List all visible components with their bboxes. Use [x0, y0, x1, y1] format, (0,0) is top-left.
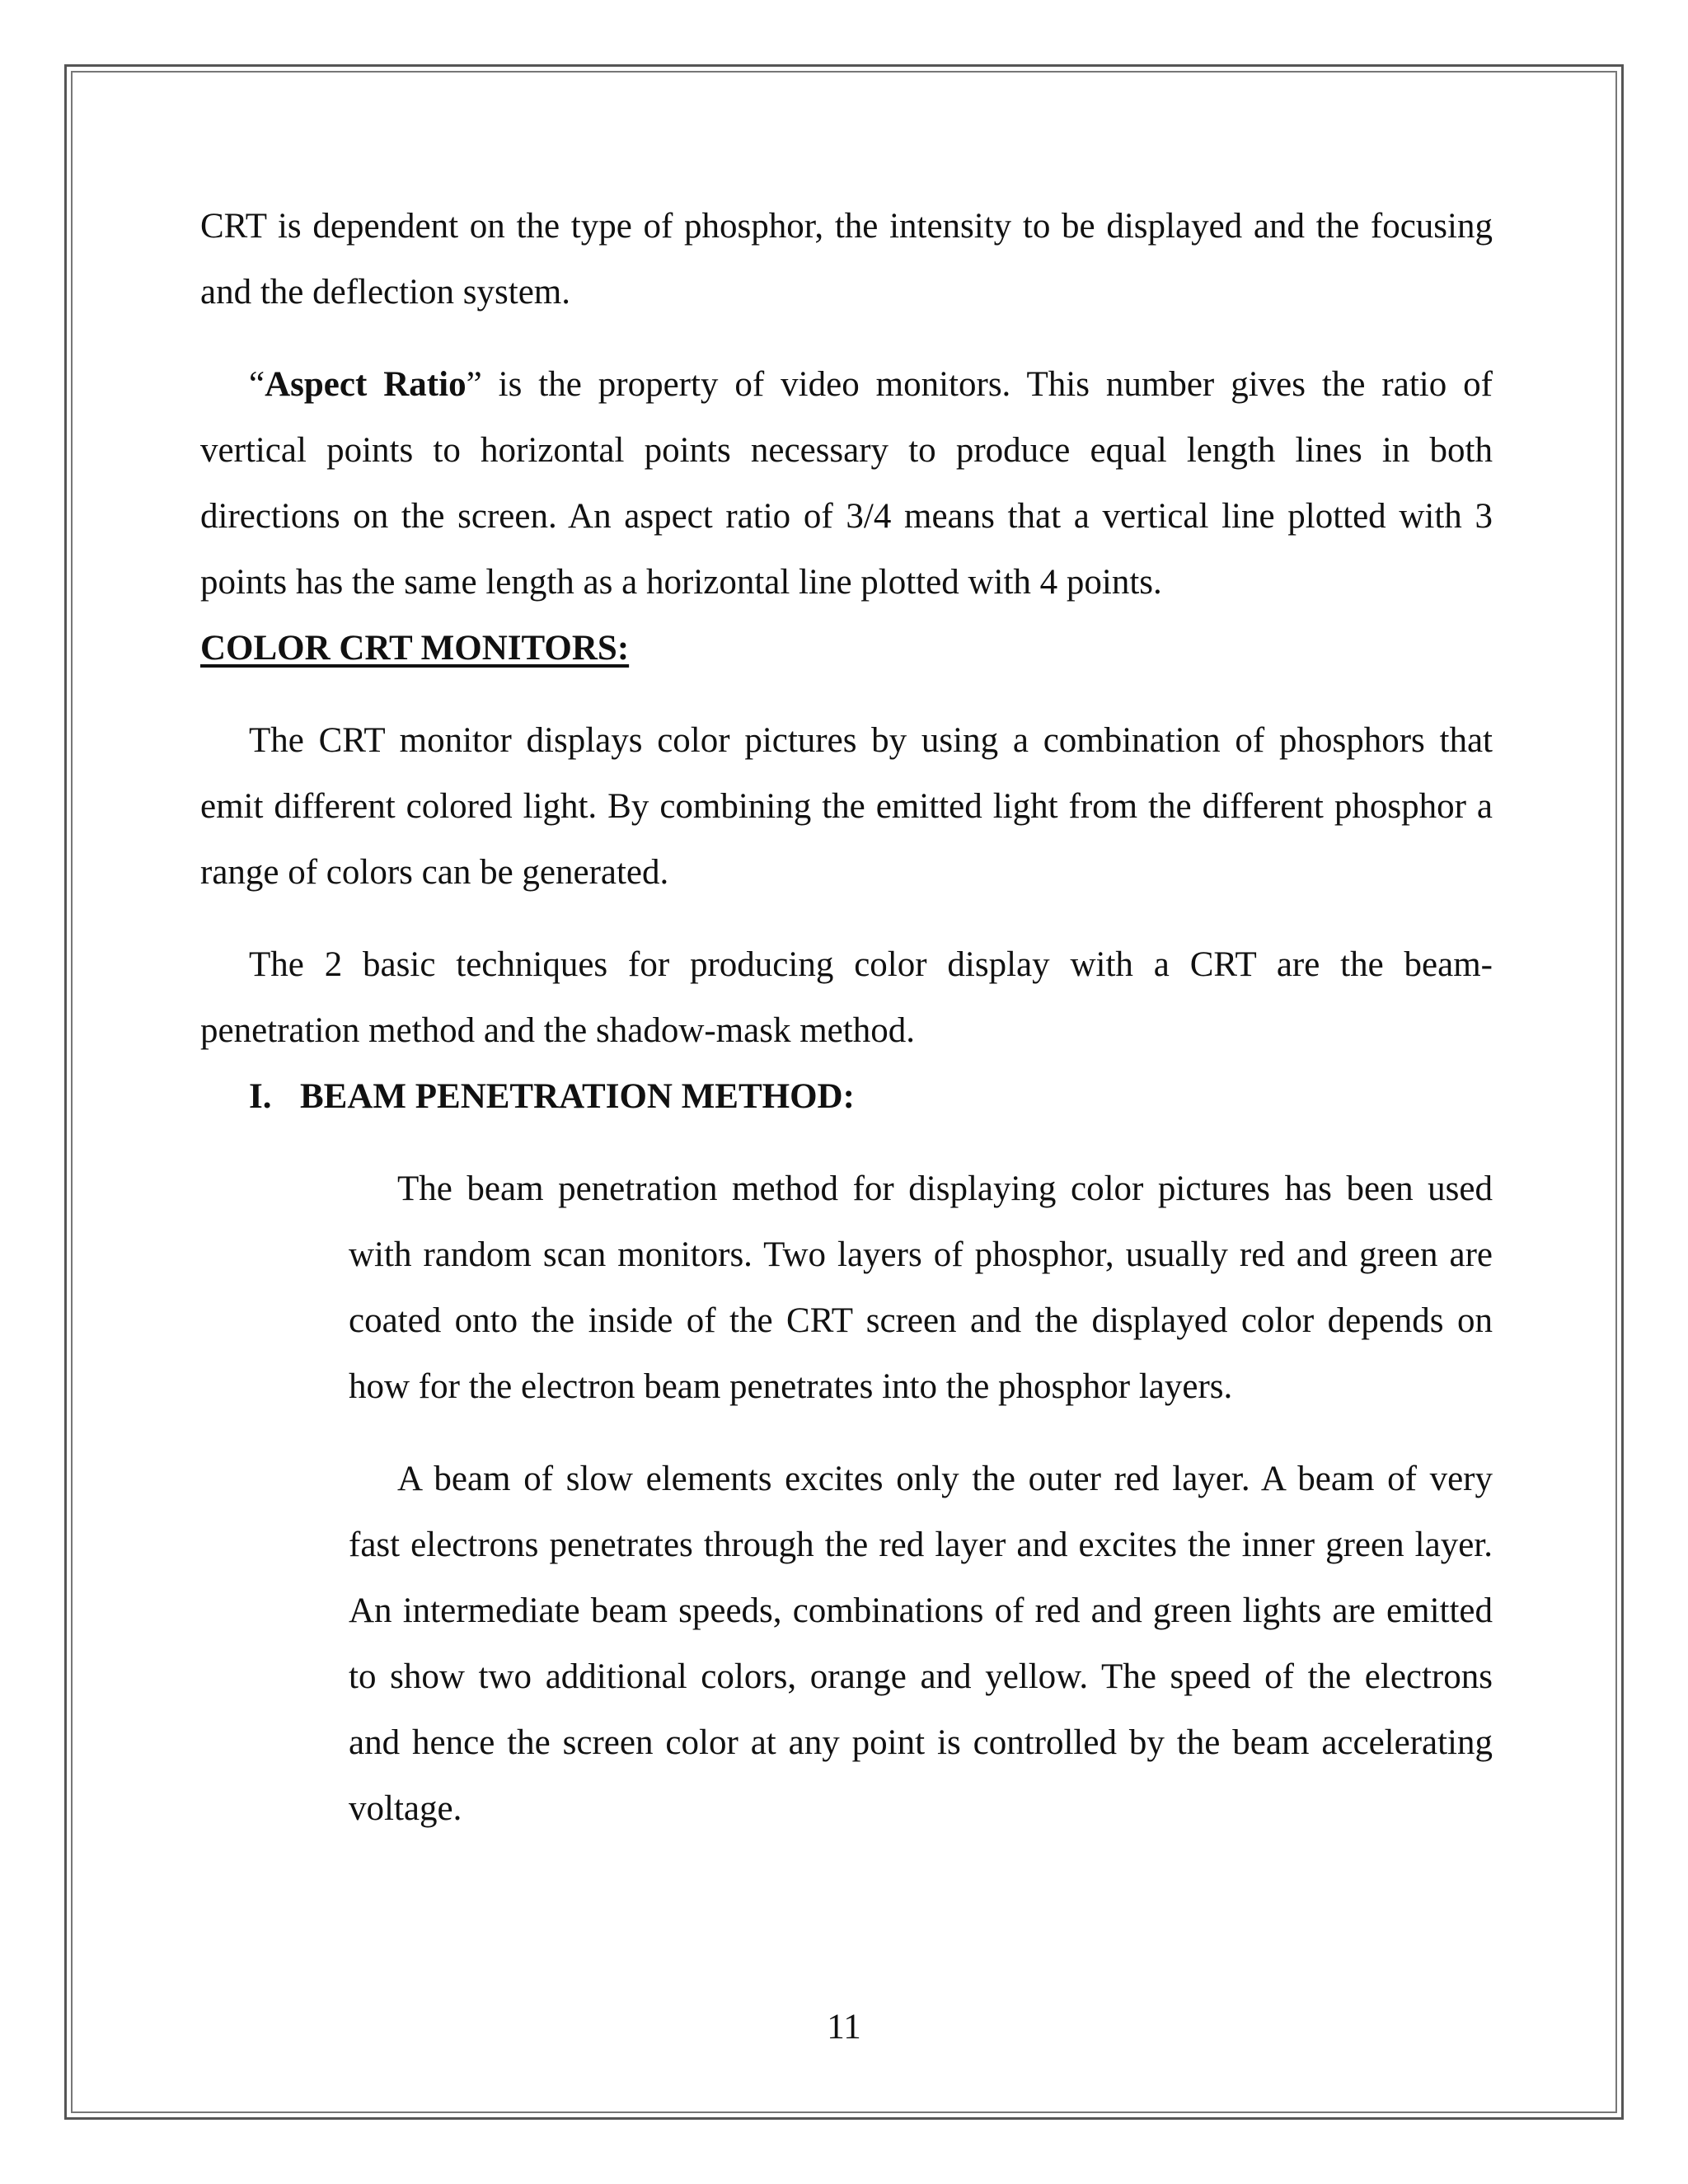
- paragraph-crt-dependency: CRT is dependent on the type of phosphor, the intensity to be displayed and the focusing and the deflection system.: [200, 207, 1493, 312]
- paragraph-beam-speeds: A beam of slow elements excites only the outer red layer. A beam of very fast electrons penetrates through the red layer and excites the inner green layer. An intermediate beam speeds, combinations of red and green lights are emitted to show two additional colors, orange and yellow. The speed of the electrons and hence the screen color at any point is controlled by the beam accelerating voltage.: [349, 1460, 1493, 1828]
- section-heading-color-crt-monitors: COLOR CRT MONITORS:: [200, 629, 630, 668]
- beam-penetration-section: [200, 1156, 1493, 1842]
- aspect-ratio-definition: ” is the property of video monitors. This number gives the ratio of vertical points to horizontal points necessary to produce equal length lines in both directions on the screen. An aspect ratio of 3/4 means that a vertical line plotted with 3 points has the same length as a horizontal line plotted with 4 points.: [200, 365, 1493, 602]
- sub-heading-number: I.: [249, 1077, 272, 1116]
- paragraph-aspect-ratio: [200, 352, 1493, 616]
- aspect-ratio-open-quote: “: [249, 365, 265, 404]
- page-content: [200, 194, 1493, 1842]
- sub-heading-title: BEAM PENETRATION METHOD:: [300, 1077, 855, 1116]
- paragraph-color-crt-intro: The CRT monitor displays color pictures by using a combination of phosphors that emit different colored light. By combining the emitted light from the different phosphor a range of colors can be generated.: [200, 721, 1493, 892]
- sub-heading-beam-penetration: [200, 1064, 1493, 1130]
- page-number: 11: [827, 2008, 861, 2046]
- paragraph-basic-techniques: The 2 basic techniques for producing color display with a CRT are the beam-penetration method and the shadow-mask method.: [200, 945, 1493, 1050]
- aspect-ratio-term: Aspect Ratio: [265, 365, 467, 404]
- paragraph-beam-penetration-description: The beam penetration method for displaying color pictures has been used with random scan monitors. Two layers of phosphor, usually red and green are coated onto the inside of the CRT screen and the displayed color depends on how for the electron beam penetrates into the phosphor layers.: [349, 1169, 1493, 1406]
